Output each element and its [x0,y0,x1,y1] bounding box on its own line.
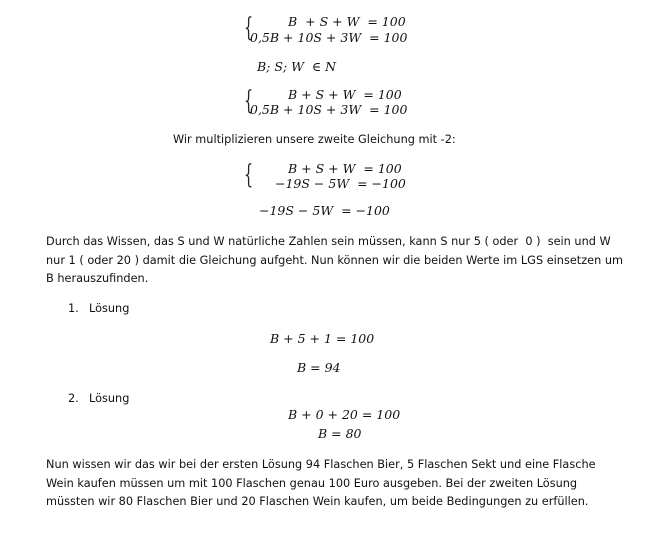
system2-brace: { [244,86,254,116]
domain-statement: B; S; W ∈ N [257,59,337,74]
explanation-paragraph [46,233,624,289]
system1-eq2: 0,5B + 10S + 3W = 100 [250,30,408,45]
system2-eq2: 0,5B + 10S + 3W = 100 [250,102,408,117]
system3-brace: { [244,160,254,190]
system1-brace: { [244,13,254,43]
solution2-eq2: B = 80 [318,426,362,441]
solution2-number: 2. [68,392,79,405]
system3-eq2: −19S − 5W = −100 [275,176,406,191]
solution2-eq1: B + 0 + 20 = 100 [288,407,401,422]
reduced-equation: −19S − 5W = −100 [259,203,390,218]
paragraph2-line: müssten wir 80 Flaschen Bier und 20 Flaschen Wein kaufen, um beide Bedingungen zu erfüllen. [46,495,589,508]
solution1-eq1: B + 5 + 1 = 100 [270,331,375,346]
paragraph1-line: Durch das Wissen, das S und W natürliche Zahlen sein müssen, kann S nur 5 ( oder 0 ) sein und W [46,235,611,248]
system2-eq1: B + S + W = 100 [288,87,402,102]
multiply-instruction: Wir multiplizieren unsere zweite Gleichung mit -2: [173,133,456,146]
system3-eq1: B + S + W = 100 [288,161,402,176]
paragraph1-line: B herauszufinden. [46,272,149,285]
solution1-eq2: B = 94 [297,360,341,375]
solution1-number: 1. [68,302,79,315]
conclusion-paragraph [46,456,606,512]
paragraph2-line: Nun wissen wir das wir bei der ersten Lösung 94 Flaschen Bier, 5 Flaschen Sekt und eine Flasche [46,458,596,471]
system1-eq1: B + S + W = 100 [288,14,406,29]
paragraph2-line: Wein kaufen müssen um mit 100 Flaschen genau 100 Euro ausgeben. Bei der zweiten Lösung [46,476,578,490]
solution1-label: Lösung [89,302,130,315]
paragraph1-line: nur 1 ( oder 20 ) damit die Gleichung aufgeht. Nun können wir die beiden Werte im LGS einsetzen um [46,253,624,267]
solution2-label: Lösung [89,392,130,405]
